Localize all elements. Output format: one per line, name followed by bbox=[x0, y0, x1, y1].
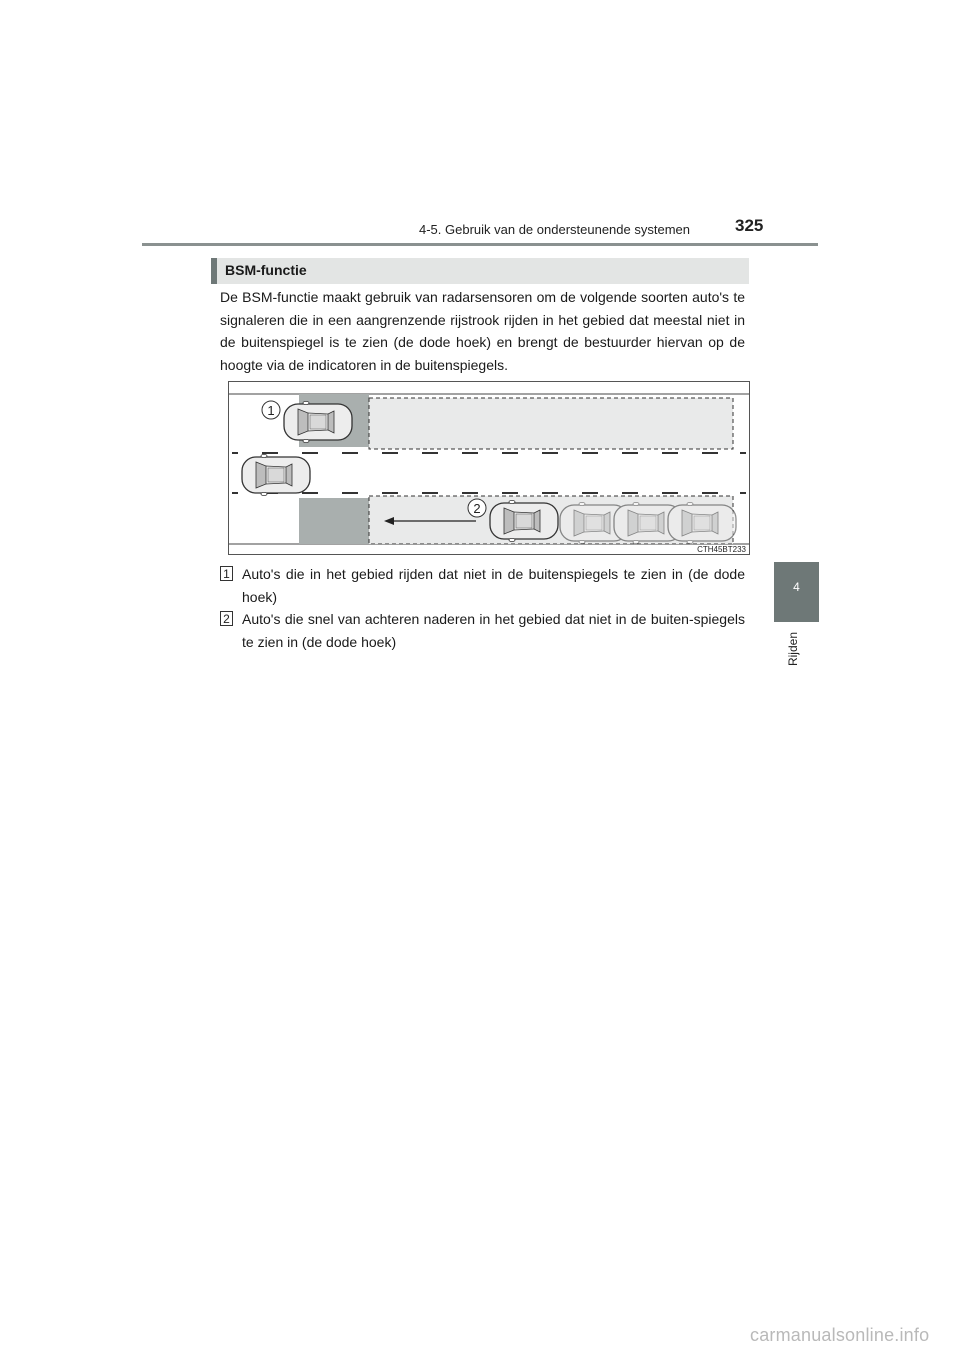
page-number: 325 bbox=[735, 216, 764, 235]
approaching-car-trail bbox=[560, 502, 736, 543]
own-car bbox=[242, 454, 310, 495]
bsm-diagram-svg bbox=[228, 381, 750, 555]
watermark: carmanualsonline.info bbox=[750, 1325, 930, 1345]
car-approaching bbox=[490, 500, 558, 541]
car-blind-spot bbox=[284, 401, 352, 442]
section-title: BSM-functie bbox=[225, 262, 307, 278]
item-marker: 2 bbox=[220, 611, 233, 626]
chapter-number: 4 bbox=[793, 580, 800, 594]
section-heading-accent bbox=[211, 258, 217, 284]
blind-spot-zone-lower bbox=[299, 498, 369, 544]
callout-1-label: 1 bbox=[267, 403, 275, 418]
section-heading-bar bbox=[211, 258, 749, 284]
item-text: Auto's die in het gebied rijden dat niet in de buitenspiegels te zien in (de dode hoek) bbox=[242, 566, 745, 605]
running-header: 4-5. Gebruik van de ondersteunende systemen bbox=[418, 222, 690, 237]
chapter-tab bbox=[774, 562, 819, 622]
figure-code: CTH45BT233 bbox=[697, 545, 746, 554]
callout-2-label: 2 bbox=[473, 501, 481, 516]
item-marker: 1 bbox=[220, 566, 233, 581]
item-text: Auto's die snel van achteren naderen in het gebied dat niet in de buiten-spiegels te zien in (de dode hoek) bbox=[242, 611, 745, 650]
chapter-label: Rijden bbox=[786, 632, 800, 667]
detection-area-upper bbox=[369, 398, 733, 449]
bsm-diagram bbox=[228, 381, 750, 555]
intro-paragraph: De BSM-functie maakt gebruik van radarsensoren om de volgende soorten auto's te signaleren die in een aangrenzende rijstrook rijden in het gebied dat meestal niet in de buitenspiegel is te zien (de dode hoek) en brengt de bestuurder hiervan op de hoogte via de indicatoren in de buitenspiegels. bbox=[220, 289, 745, 373]
header-rule bbox=[142, 243, 818, 246]
